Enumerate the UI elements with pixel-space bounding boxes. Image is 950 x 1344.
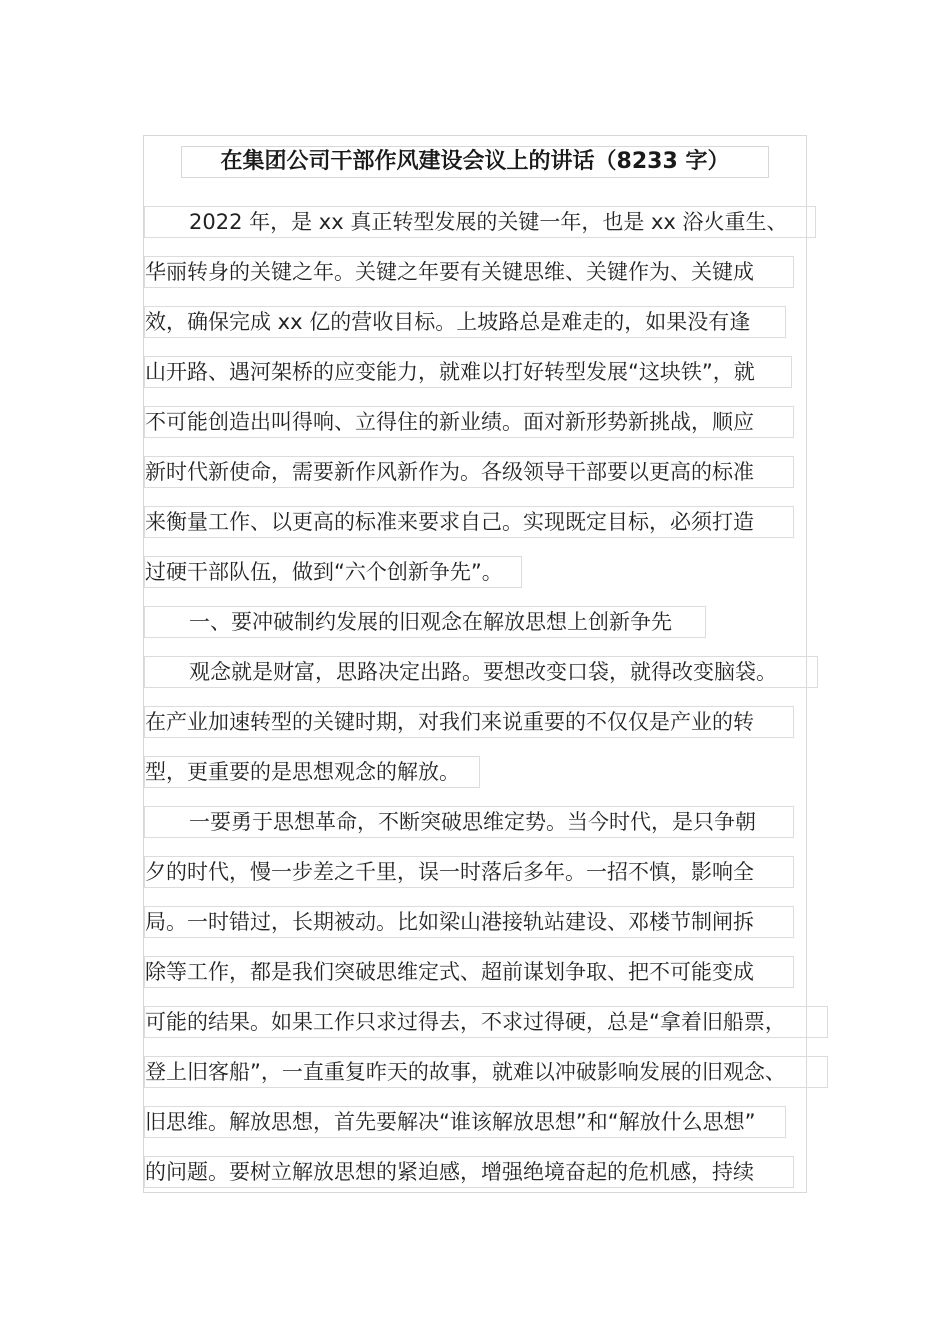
- text-line: 新时代新使命，需要新作风新作为。各级领导干部要以更高的标准: [144, 456, 794, 488]
- text-line: 的问题。要树立解放思想的紧迫感，增强绝境奋起的危机感，持续: [144, 1156, 794, 1188]
- text-line: 夕的时代，慢一步差之千里，误一时落后多年。一招不慎，影响全: [144, 856, 794, 888]
- text-line: 一要勇于思想革命，不断突破思维定势。当今时代，是只争朝: [144, 806, 794, 838]
- text-line: 不可能创造出叫得响、立得住的新业绩。面对新形势新挑战，顺应: [144, 406, 794, 438]
- text-line: 可能的结果。如果工作只求过得去，不求过得硬，总是“拿着旧船票，: [144, 1006, 828, 1038]
- text-line: 局。一时错过，长期被动。比如梁山港接轨站建设、邓楼节制闸拆: [144, 906, 794, 938]
- text-line: 除等工作，都是我们突破思维定式、超前谋划争取、把不可能变成: [144, 956, 794, 988]
- text-line: 山开路、遇河架桥的应变能力，就难以打好转型发展“这块铁”，就: [144, 356, 792, 388]
- text-line: 效，确保完成 xx 亿的营收目标。上坡路总是难走的，如果没有逢: [144, 306, 786, 338]
- text-line: 在产业加速转型的关键时期，对我们来说重要的不仅仅是产业的转: [144, 706, 794, 738]
- text-line: 来衡量工作、以更高的标准来要求自己。实现既定目标，必须打造: [144, 506, 794, 538]
- text-line: 登上旧客船”，一直重复昨天的故事，就难以冲破影响发展的旧观念、: [144, 1056, 828, 1088]
- text-line: 华丽转身的关键之年。关键之年要有关键思维、关键作为、关键成: [144, 256, 794, 288]
- text-line: 旧思维。解放思想，首先要解决“谁该解放思想”和“解放什么思想”: [144, 1106, 786, 1138]
- section-heading: 一、要冲破制约发展的旧观念在解放思想上创新争先: [144, 606, 706, 638]
- text-line: 观念就是财富，思路决定出路。要想改变口袋，就得改变脑袋。: [144, 656, 818, 688]
- text-line: 过硬干部队伍，做到“六个创新争先”。: [144, 556, 522, 588]
- document-title: 在集团公司干部作风建设会议上的讲话（8233 字）: [181, 146, 769, 178]
- text-line: 2022 年，是 xx 真正转型发展的关键一年，也是 xx 浴火重生、: [144, 206, 816, 238]
- text-line: 型，更重要的是思想观念的解放。: [144, 756, 480, 788]
